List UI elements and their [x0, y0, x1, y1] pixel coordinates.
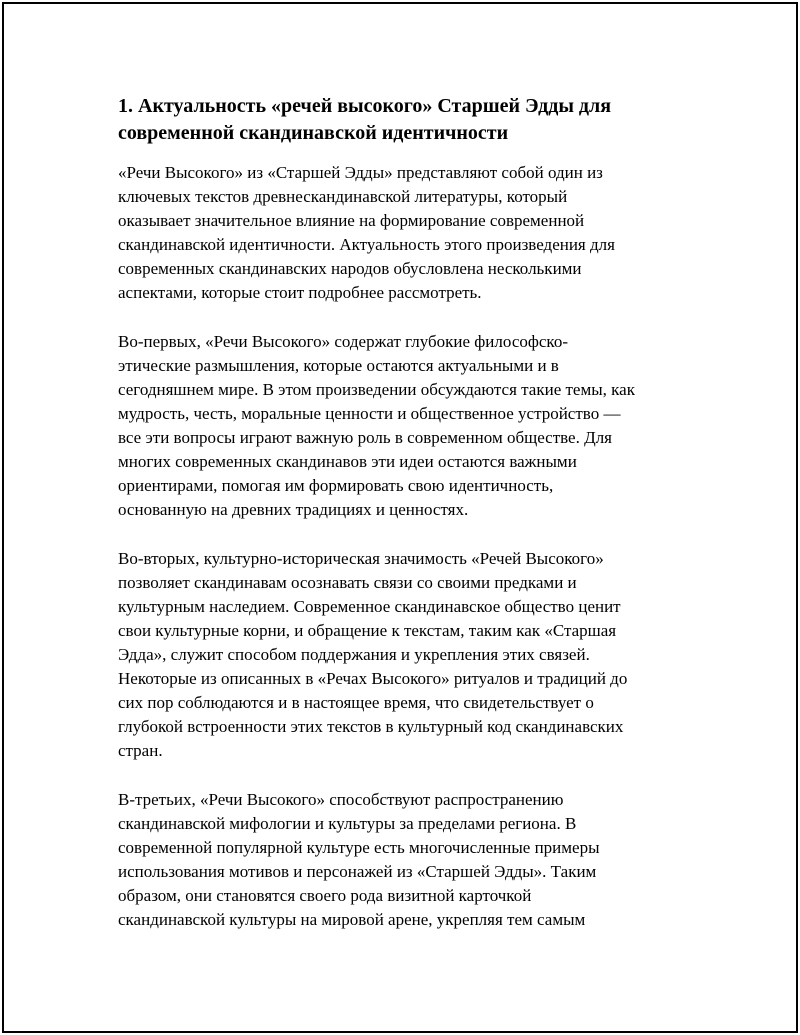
text-line: основанную на древних традициях и ценностях. — [118, 500, 469, 519]
text-line: В-третьих, «Речи Высокого» способствуют распространению — [118, 790, 564, 809]
text-line: современных скандинавских народов обусловлена несколькими — [118, 259, 582, 278]
text-line: Во-первых, «Речи Высокого» содержат глубокие философско- — [118, 332, 568, 351]
document-body — [118, 93, 698, 957]
text-line: все эти вопросы играют важную роль в современном обществе. Для — [118, 428, 613, 447]
text-line: глубокой встроенности этих текстов в культурный код скандинавских — [118, 717, 624, 736]
text-line: Во-вторых, культурно-историческая значимость «Речей Высокого» — [118, 549, 604, 568]
text-line: скандинавской мифологии и культуры за пределами региона. В — [118, 814, 577, 833]
text-line: сих пор соблюдаются и в настоящее время, что свидетельствует о — [118, 693, 594, 712]
paragraph-second-point — [118, 547, 698, 763]
text-line: этические размышления, которые остаются актуальными и в — [118, 356, 559, 375]
section-heading — [118, 93, 698, 147]
text-line: культурным наследием. Современное скандинавское общество ценит — [118, 597, 621, 616]
text-line: ключевых текстов древнескандинавской литературы, который — [118, 187, 568, 206]
text-line: «Речи Высокого» из «Старшей Эдды» представляют собой один из — [118, 163, 603, 182]
text-line: оказывает значительное влияние на формирование современной — [118, 211, 585, 230]
text-line: Эдда», служит способом поддержания и укрепления этих связей. — [118, 645, 590, 664]
paragraph-intro — [118, 161, 698, 305]
text-line: позволяет скандинавам осознавать связи со своими предками и — [118, 573, 577, 592]
text-line: стран. — [118, 741, 163, 760]
text-line: скандинавской культуры на мировой арене, укрепляя тем самым — [118, 910, 586, 929]
text-line: ориентирами, помогая им формировать свою идентичность, — [118, 476, 554, 495]
text-line: многих современных скандинавов эти идеи остаются важными — [118, 452, 577, 471]
paragraph-third-point — [118, 788, 698, 932]
text-line: мудрость, честь, моральные ценности и общественное устройство — — [118, 404, 621, 423]
text-line: сегодняшнем мире. В этом произведении обсуждаются такие темы, как — [118, 380, 635, 399]
text-line: современной популярной культуре есть многочисленные примеры — [118, 838, 600, 857]
text-line: аспектами, которые стоит подробнее рассмотреть. — [118, 283, 482, 302]
text-line: использования мотивов и персонажей из «Старшей Эдды». Таким — [118, 862, 597, 881]
heading-line: современной скандинавской идентичности — [118, 122, 509, 144]
paragraph-first-point — [118, 330, 698, 522]
text-line: свои культурные корни, и обращение к текстам, таким как «Старшая — [118, 621, 617, 640]
text-line: образом, они становятся своего рода визитной карточкой — [118, 886, 532, 905]
heading-line: 1. Актуальность «речей высокого» Старшей Эдды для — [118, 95, 612, 117]
text-line: Некоторые из описанных в «Речах Высокого» ритуалов и традиций до — [118, 669, 628, 688]
text-line: скандинавской идентичности. Актуальность этого произведения для — [118, 235, 615, 254]
